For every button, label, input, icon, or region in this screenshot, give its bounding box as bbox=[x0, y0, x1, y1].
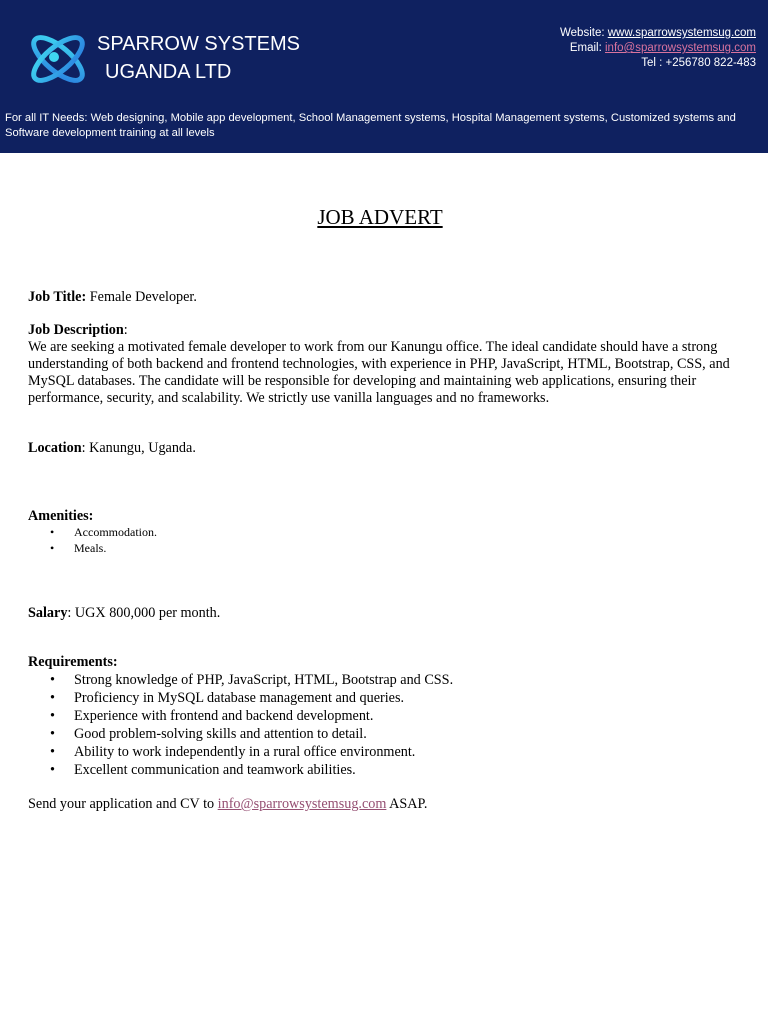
page-title: JOB ADVERT bbox=[317, 205, 443, 229]
list-item bbox=[28, 707, 740, 725]
job-title bbox=[28, 289, 740, 306]
email-link[interactable]: info@sparrowsystemsug.com bbox=[605, 42, 756, 54]
list-item bbox=[28, 725, 740, 743]
bullet: • bbox=[50, 744, 55, 760]
bullet: • bbox=[50, 690, 55, 706]
job-title-value: Female Developer. bbox=[86, 289, 197, 305]
website-label: Website: bbox=[560, 27, 608, 39]
email-row bbox=[560, 41, 756, 56]
bullet: • bbox=[50, 540, 55, 555]
bullet: • bbox=[50, 762, 55, 778]
requirement-text: Experience with frontend and backend development. bbox=[74, 708, 374, 724]
amenities-label: Amenities: bbox=[28, 508, 94, 524]
salary-value: : UGX 800,000 per month. bbox=[67, 605, 221, 621]
list-item bbox=[28, 689, 740, 707]
list-item bbox=[28, 525, 740, 541]
location bbox=[28, 440, 740, 457]
salary-label: Salary bbox=[28, 605, 68, 621]
telephone: Tel : +256780 822-483 bbox=[641, 57, 756, 69]
atom-logo-icon bbox=[24, 27, 92, 91]
apply-instructions bbox=[28, 796, 740, 813]
company-name-line1: SPARROW SYSTEMS bbox=[97, 33, 300, 55]
job-description bbox=[28, 322, 740, 407]
tagline: For all IT Needs: Web designing, Mobile app development, School Management systems, Hospital Management systems, Customized systems and Software development training at all levels bbox=[5, 112, 736, 139]
list-item bbox=[28, 671, 740, 689]
job-title-label: Job Title: bbox=[28, 289, 87, 305]
list-item bbox=[28, 743, 740, 761]
requirements-label: Requirements: bbox=[28, 654, 118, 670]
contact-info bbox=[560, 26, 756, 71]
apply-prefix: Send your application and CV to bbox=[28, 796, 218, 812]
list-item bbox=[28, 541, 740, 557]
requirement-text: Good problem-solving skills and attention to detail. bbox=[74, 726, 367, 742]
location-label: Location bbox=[28, 440, 82, 456]
email-label: Email: bbox=[569, 42, 605, 54]
location-value: : Kanungu, Uganda. bbox=[81, 440, 196, 456]
bullet: • bbox=[50, 525, 55, 539]
requirement-text: Strong knowledge of PHP, JavaScript, HTML, Bootstrap and CSS. bbox=[74, 672, 454, 688]
job-description-colon: : bbox=[123, 322, 128, 338]
company-name bbox=[97, 30, 300, 86]
bullet: • bbox=[50, 708, 55, 724]
requirement-text: Proficiency in MySQL database management and queries. bbox=[74, 690, 405, 706]
salary bbox=[28, 605, 740, 622]
list-item bbox=[28, 761, 740, 779]
job-description-label: Job Description bbox=[28, 322, 124, 338]
letterhead bbox=[0, 0, 768, 153]
apply-suffix: ASAP. bbox=[386, 796, 428, 812]
amenities bbox=[28, 508, 740, 556]
requirements bbox=[28, 654, 740, 779]
requirements-list bbox=[28, 671, 740, 779]
job-description-text: We are seeking a motivated female developer to work from our Kanungu office. The ideal candidate should have a strong understanding of both backend and frontend technologies, with experience in PHP, JavaScript, HTML, Bootstrap, CSS, and MySQL databases. The candidate will be responsible for developing and maintaining web applications, ensuring their performance, security, and scalability. We strictly use vanilla languages and no frameworks. bbox=[28, 339, 730, 406]
amenities-list bbox=[28, 525, 740, 556]
bullet: • bbox=[50, 726, 55, 742]
apply-email-link[interactable]: info@sparrowsystemsug.com bbox=[217, 796, 387, 812]
bullet: • bbox=[50, 672, 55, 688]
company-name-line2: UGANDA LTD bbox=[105, 61, 232, 83]
amenity-text: Accommodation. bbox=[74, 525, 157, 539]
amenity-text: Meals. bbox=[74, 540, 107, 555]
requirement-text: Excellent communication and teamwork abilities. bbox=[74, 762, 356, 778]
website-link[interactable]: www.sparrowsystemsug.com bbox=[607, 27, 756, 39]
requirement-text: Ability to work independently in a rural office environment. bbox=[74, 744, 416, 760]
website-row bbox=[560, 26, 756, 41]
